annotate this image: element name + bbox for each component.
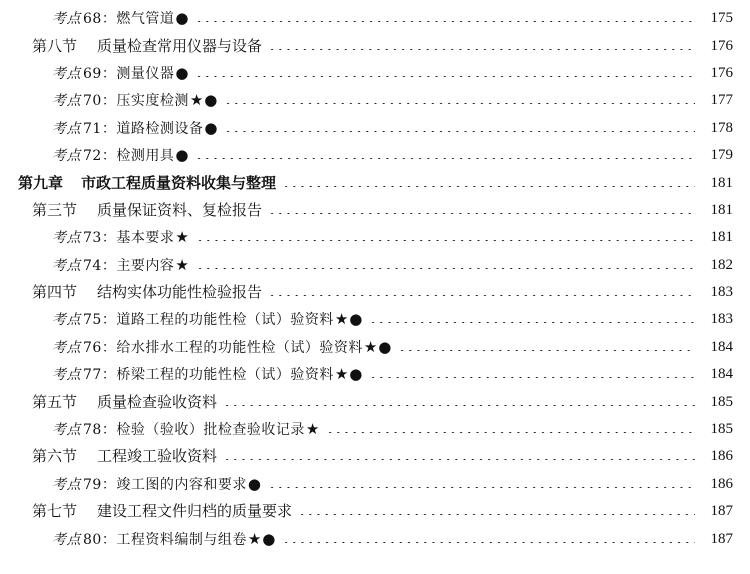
entry-number: 68 (83, 11, 102, 28)
entry-number: 76 (83, 339, 102, 356)
page-number: 179 (710, 147, 733, 164)
dot-leader (223, 405, 695, 406)
page-number: 186 (710, 475, 733, 492)
entry-number: 73 (83, 230, 102, 247)
entry-number: 77 (83, 367, 102, 384)
page-number: 184 (710, 366, 733, 383)
entry-separator: ： (101, 312, 117, 329)
entry-title (52, 93, 218, 108)
entry-title (52, 367, 363, 382)
entry-title (32, 504, 292, 519)
entry-number: 80 (83, 531, 102, 548)
entry-label: 考点 (52, 65, 81, 82)
toc-entry-section[interactable] (0, 443, 750, 470)
entry-text: 基本要求 (116, 230, 175, 247)
toc-entry-point[interactable] (0, 224, 750, 251)
entry-title (52, 11, 189, 26)
entry-number: 79 (83, 476, 102, 493)
toc-entry-chapter[interactable] (0, 169, 750, 196)
entry-separator: ： (101, 257, 117, 274)
page-number: 186 (710, 448, 733, 465)
toc-entry-point[interactable] (0, 252, 750, 279)
entry-label: 第八节 (32, 36, 78, 55)
page-number: 183 (710, 284, 733, 301)
entry-label: 考点 (52, 476, 81, 493)
entry-text: 检测用具 (116, 148, 175, 165)
entry-label: 第六节 (32, 447, 78, 466)
entry-text: 建设工程文件归档的质量要求 (97, 502, 293, 521)
entry-label: 考点 (52, 531, 81, 548)
entry-text: 工程竣工验收资料 (97, 447, 218, 466)
entry-text: 给水排水工程的功能性检（试）验资料 (116, 339, 363, 356)
entry-separator: ： (101, 476, 117, 493)
entry-text: 道路工程的功能性检（试）验资料 (116, 312, 334, 329)
dot-leader (369, 322, 695, 323)
entry-text: 竣工图的内容和要求 (116, 476, 247, 493)
entry-separator: ： (101, 148, 117, 165)
entry-text: 质量检查验收资料 (97, 392, 218, 411)
dot-leader (195, 21, 695, 22)
entry-title (52, 63, 190, 82)
dot-leader (268, 487, 695, 488)
entry-title (32, 36, 263, 55)
entry-label: 考点 (52, 312, 81, 329)
entry-separator: ： (101, 11, 117, 28)
dot-leader (326, 432, 695, 433)
importance-marks-icon: ● (247, 474, 262, 493)
toc-entry-point[interactable] (0, 87, 750, 114)
entry-number: 78 (83, 422, 102, 439)
importance-marks-icon: ● (175, 146, 190, 165)
entry-separator: ： (101, 93, 117, 110)
entry-separator: ： (101, 531, 117, 548)
entry-separator: ： (101, 120, 117, 137)
toc-entry-section[interactable] (0, 279, 750, 306)
entry-title (52, 474, 262, 493)
entry-label: 考点 (52, 422, 81, 439)
entry-title (32, 285, 262, 300)
importance-marks-icon: ● (175, 63, 190, 82)
toc-entry-point[interactable] (0, 306, 750, 333)
page-number: 182 (710, 256, 733, 273)
toc-entry-point[interactable] (0, 525, 750, 552)
toc-entry-section[interactable] (0, 32, 750, 59)
entry-title (52, 422, 320, 437)
page-number: 183 (710, 311, 733, 328)
entry-label: 考点 (52, 148, 81, 165)
entry-separator: ： (101, 230, 117, 247)
importance-marks-icon: ★● (334, 365, 364, 384)
importance-marks-icon: ★ (175, 255, 190, 274)
importance-marks-icon: ★● (247, 529, 277, 548)
entry-text: 结构实体功能性检验报告 (97, 283, 263, 302)
toc-entry-point[interactable] (0, 361, 750, 388)
page-number: 187 (710, 530, 733, 547)
entry-label: 考点 (52, 120, 81, 137)
entry-label: 第九章 (18, 173, 64, 192)
entry-text: 道路检测设备 (116, 120, 204, 137)
dot-leader (224, 103, 695, 104)
entry-number: 70 (83, 93, 102, 110)
entry-label: 考点 (52, 230, 81, 247)
page-number: 181 (710, 201, 733, 218)
dot-leader (282, 542, 695, 543)
entry-number: 71 (83, 120, 102, 137)
dot-leader (369, 377, 695, 378)
entry-separator: ： (101, 339, 117, 356)
importance-marks-icon: ● (175, 9, 190, 28)
entry-label: 考点 (52, 257, 81, 274)
entry-text: 测量仪器 (116, 65, 175, 82)
page-number: 184 (710, 338, 733, 355)
entry-title (32, 200, 263, 219)
entry-title (52, 312, 363, 327)
entry-separator: ： (101, 367, 117, 384)
page-number: 176 (710, 64, 733, 81)
toc-entry-point[interactable] (0, 416, 750, 443)
dot-leader (398, 350, 695, 351)
entry-number: 72 (83, 148, 102, 165)
entry-text: 燃气管道 (116, 11, 175, 28)
entry-text: 质量检查常用仪器与设备 (97, 36, 263, 55)
entry-number: 74 (83, 257, 102, 274)
dot-leader (224, 131, 695, 132)
entry-label: 第七节 (32, 502, 78, 521)
entry-title (32, 392, 218, 411)
importance-marks-icon: ★● (334, 310, 364, 329)
entry-label: 考点 (52, 93, 81, 110)
entry-title (52, 230, 190, 245)
dot-leader (195, 76, 695, 77)
entry-number: 69 (83, 65, 102, 82)
dot-leader (223, 459, 695, 460)
importance-marks-icon: ★● (189, 91, 219, 110)
entry-title (52, 529, 277, 548)
entry-number: 75 (83, 312, 102, 329)
dot-leader (298, 514, 695, 515)
entry-text: 压实度检测 (116, 93, 189, 110)
dot-leader (282, 186, 695, 187)
page-number: 185 (710, 393, 733, 410)
dot-leader (196, 268, 695, 269)
entry-title (52, 337, 393, 356)
entry-separator: ： (101, 422, 117, 439)
entry-label: 第三节 (32, 200, 78, 219)
entry-title (52, 255, 190, 274)
entry-text: 检验（验收）批检查验收记录 (116, 422, 305, 439)
toc-entry-section[interactable] (0, 388, 750, 415)
toc-entry-point[interactable] (0, 115, 750, 142)
toc-entry-point[interactable] (0, 60, 750, 87)
page-number: 187 (710, 503, 733, 520)
toc-entry-point[interactable] (0, 5, 750, 32)
page-number: 181 (710, 229, 733, 246)
entry-label: 第五节 (32, 392, 78, 411)
dot-leader (268, 295, 695, 296)
page-number: 178 (710, 119, 733, 136)
toc-entry-point[interactable] (0, 142, 750, 169)
importance-marks-icon: ● (204, 118, 219, 137)
page-number: 175 (710, 10, 733, 27)
page-number: 181 (710, 174, 733, 191)
entry-separator: ： (101, 65, 117, 82)
toc-entry-point[interactable] (0, 471, 750, 498)
entry-text: 市政工程质量资料收集与整理 (81, 173, 277, 192)
importance-marks-icon: ★● (363, 337, 393, 356)
entry-text: 工程资料编制与组卷 (116, 531, 247, 548)
dot-leader (268, 213, 695, 214)
toc-entry-section[interactable] (0, 197, 750, 224)
entry-title (52, 148, 189, 163)
entry-label: 考点 (52, 11, 81, 28)
entry-title (32, 449, 217, 464)
entry-label: 考点 (52, 339, 81, 356)
dot-leader (195, 158, 695, 159)
entry-label: 考点 (52, 367, 81, 384)
importance-marks-icon: ★ (175, 228, 190, 247)
entry-text: 桥梁工程的功能性检（试）验资料 (116, 367, 334, 384)
dot-leader (196, 240, 695, 241)
page-number: 185 (710, 421, 733, 438)
page-number: 176 (710, 37, 733, 54)
toc-entry-point[interactable] (0, 334, 750, 361)
entry-text: 质量保证资料、复检报告 (97, 200, 263, 219)
entry-title (52, 118, 219, 137)
toc-entry-section[interactable] (0, 498, 750, 525)
entry-text: 主要内容 (116, 257, 175, 274)
page-number: 177 (710, 92, 733, 109)
table-of-contents (0, 5, 750, 553)
dot-leader (268, 49, 695, 50)
entry-title (18, 173, 277, 192)
entry-label: 第四节 (32, 283, 78, 302)
importance-marks-icon: ★ (305, 420, 321, 439)
